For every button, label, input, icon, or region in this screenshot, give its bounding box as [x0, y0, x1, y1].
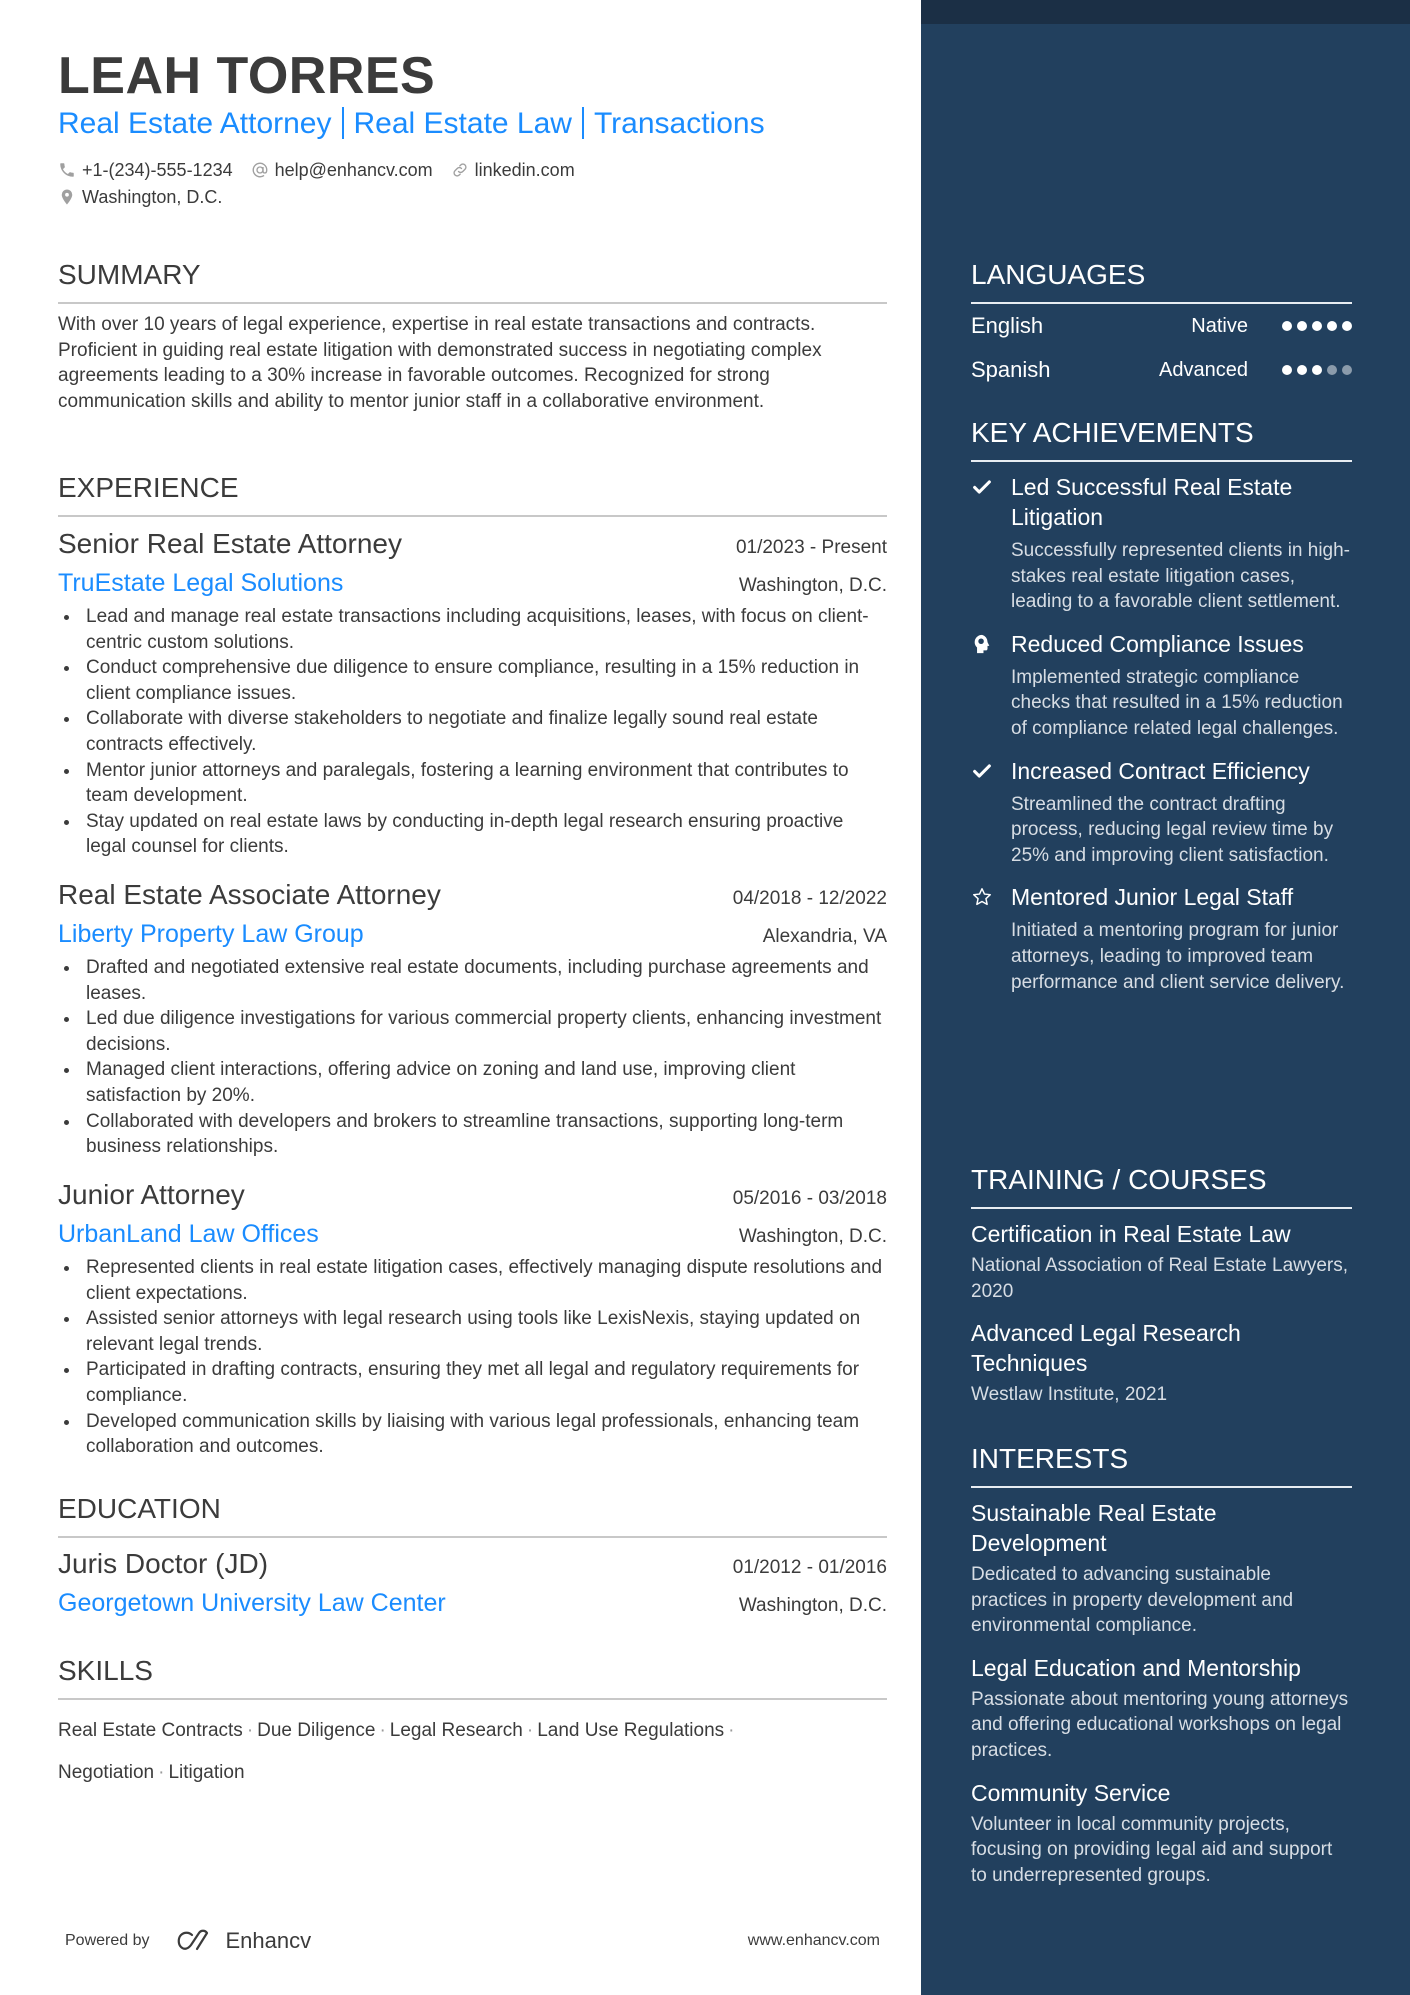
skill-item: Due Diligence — [257, 1720, 376, 1741]
contact-row — [58, 159, 575, 181]
section-divider — [58, 515, 887, 517]
link-icon — [451, 161, 469, 179]
achievement-item — [971, 472, 1352, 615]
phone-text: +1-(234)-555-1234 — [82, 160, 233, 180]
language-level: Native — [1191, 314, 1248, 337]
job-dates: 01/2023 - Present — [735, 537, 887, 558]
sidebar-top-band — [921, 0, 1410, 24]
job-dates: 05/2016 - 03/2018 — [732, 1188, 887, 1209]
section-title: INTERESTS — [971, 1443, 1129, 1474]
education-dates: 01/2012 - 01/2016 — [732, 1557, 887, 1578]
powered-by — [65, 1928, 311, 1954]
skills-section — [58, 1654, 887, 1794]
skill-item: Negotiation — [58, 1762, 155, 1783]
job-entry — [58, 877, 887, 1160]
map-pin-icon — [58, 188, 76, 206]
contact-linkedin[interactable] — [451, 159, 575, 181]
job-entry — [58, 1177, 887, 1460]
skill-item: Land Use Regulations — [537, 1720, 725, 1741]
job-company: Liberty Property Law Group — [58, 920, 364, 948]
language-name: English — [971, 313, 1044, 338]
footer — [65, 1928, 880, 1954]
bullet: Drafted and negotiated extensive real estate documents, including purchase agreements and leases. — [58, 955, 887, 1006]
job-location: Alexandria, VA — [762, 926, 887, 947]
at-icon — [251, 161, 269, 179]
course-item — [971, 1219, 1352, 1304]
course-item — [971, 1318, 1352, 1408]
interest-item — [971, 1498, 1352, 1639]
education-section — [58, 1492, 887, 1620]
bullet: Managed client interactions, offering advice on zoning and land use, improving client satisfaction by 20%. — [58, 1057, 887, 1108]
education-degree: Juris Doctor (JD) — [58, 1548, 269, 1579]
job-bullets — [58, 955, 887, 1160]
interest-desc: Volunteer in local community projects, focusing on providing legal aid and support to underrepresented groups. — [971, 1813, 1333, 1886]
headline-title-1: Real Estate Attorney — [58, 107, 332, 140]
interest-desc: Passionate about mentoring young attorneys and offering educational workshops on legal practices. — [971, 1688, 1349, 1761]
job-location: Washington, D.C. — [738, 575, 887, 596]
website-link[interactable]: www.enhancv.com — [747, 1932, 880, 1949]
achievement-desc: Streamlined the contract drafting process, reducing legal review time by 25% and improving client satisfaction. — [1011, 793, 1334, 866]
job-role: Junior Attorney — [58, 1179, 245, 1210]
course-title: Advanced Legal Research Techniques — [971, 1320, 1241, 1377]
section-divider — [58, 1698, 887, 1700]
contact-email[interactable] — [251, 159, 433, 181]
headline — [58, 106, 765, 142]
achievement-item — [971, 882, 1352, 995]
job-company: UrbanLand Law Offices — [58, 1220, 319, 1248]
bullet: Assisted senior attorneys with legal research using tools like LexisNexis, staying updated on relevant legal trends. — [58, 1306, 887, 1357]
email-text: help@enhancv.com — [274, 160, 433, 180]
language-level: Advanced — [1159, 358, 1248, 381]
course-provider: Westlaw Institute, 2021 — [971, 1384, 1168, 1406]
skill-item: Legal Research — [389, 1720, 523, 1741]
achievements-section — [971, 416, 1352, 995]
interest-title: Sustainable Real Estate Development — [971, 1500, 1217, 1556]
phone-icon — [58, 161, 76, 179]
skills-list: Real Estate Contracts · Due Diligence · Legal Research · Land Use Regulations · Negotiation · Litigation — [58, 1720, 735, 1783]
achievement-desc: Initiated a mentoring program for junior attorneys, leading to improved team performance and client service delivery. — [1011, 920, 1345, 993]
job-bullets — [58, 1255, 887, 1460]
section-divider — [971, 460, 1352, 462]
bullet: Developed communication skills by liaising with various legal professionals, enhancing team collaboration and outcomes. — [58, 1409, 887, 1460]
summary-text: With over 10 years of legal experience, expertise in real estate transactions and contracts. Proficient in guiding real estate litigation with demonstrated success in negotiating complex agreements leading to a 30% increase in favorable outcomes. Recognized for strong communication skills and ability to mentor junior staff in a collaborative environment. — [58, 314, 822, 412]
enhancv-logo-icon — [172, 1929, 218, 1953]
job-dates: 04/2018 - 12/2022 — [732, 888, 887, 909]
bullet: Stay updated on real estate laws by conducting in-depth legal research ensuring proactive legal counsel for clients. — [58, 809, 887, 860]
training-section — [971, 1163, 1352, 1408]
course-title: Certification in Real Estate Law — [971, 1221, 1291, 1247]
section-divider — [971, 1207, 1352, 1209]
brand-name: Enhancv — [225, 1928, 312, 1953]
check-icon — [971, 760, 993, 782]
achievement-desc: Implemented strategic compliance checks that resulted in a 15% reduction of compliance related legal challenges. — [1011, 666, 1343, 739]
linkedin-text: linkedin.com — [474, 160, 575, 180]
language-name: Spanish — [971, 357, 1051, 382]
headline-title-3: Transactions — [593, 107, 765, 140]
star-icon — [971, 886, 993, 908]
contact-location — [58, 186, 222, 208]
section-divider — [58, 1536, 887, 1538]
section-title: EDUCATION — [58, 1493, 221, 1524]
education-location: Washington, D.C. — [738, 1595, 887, 1616]
interest-desc: Dedicated to advancing sustainable practices in property development and environmental compliance. — [971, 1564, 1294, 1637]
powered-by-label: Powered by — [65, 1932, 150, 1949]
location-text: Washington, D.C. — [82, 187, 223, 207]
bullet: Collaborate with diverse stakeholders to negotiate and finalize legally sound real estate contracts effectively. — [58, 706, 887, 757]
section-title: TRAINING / COURSES — [971, 1164, 1267, 1195]
section-title: SUMMARY — [58, 259, 201, 290]
brand-logo[interactable] — [172, 1928, 312, 1954]
section-title: LANGUAGES — [971, 259, 1146, 290]
interest-item — [971, 1778, 1352, 1889]
divider — [342, 107, 344, 139]
job-company: TruEstate Legal Solutions — [58, 569, 344, 597]
education-school: Georgetown University Law Center — [58, 1589, 446, 1617]
interest-title: Legal Education and Mentorship — [971, 1654, 1301, 1681]
summary-section — [58, 258, 887, 414]
location-row — [58, 186, 222, 208]
experience-section — [58, 471, 887, 517]
interest-item — [971, 1653, 1352, 1764]
head-lightbulb-icon — [971, 633, 993, 655]
check-icon — [971, 476, 993, 498]
bullet: Represented clients in real estate litigation cases, effectively managing dispute resolutions and client expectations. — [58, 1255, 887, 1306]
section-title: KEY ACHIEVEMENTS — [971, 417, 1254, 448]
job-role: Senior Real Estate Attorney — [58, 528, 402, 559]
language-item — [971, 348, 1352, 392]
course-provider: National Association of Real Estate Lawyers, 2020 — [971, 1255, 1349, 1302]
proficiency-dots — [1282, 365, 1352, 375]
interests-section — [971, 1442, 1352, 1888]
achievement-title: Increased Contract Efficiency — [1011, 757, 1310, 784]
section-divider — [971, 1486, 1352, 1488]
job-entry — [58, 526, 887, 860]
interest-title: Community Service — [971, 1779, 1171, 1806]
job-role: Real Estate Associate Attorney — [58, 879, 441, 910]
achievement-desc: Successfully represented clients in high-stakes real estate litigation cases, leading to a favorable client settlement. — [1011, 540, 1351, 613]
language-item — [971, 304, 1352, 348]
achievement-title: Led Successful Real Estate Litigation — [1011, 474, 1293, 530]
section-title: SKILLS — [58, 1655, 153, 1686]
bullet: Participated in drafting contracts, ensuring they met all legal and regulatory requirements for compliance. — [58, 1357, 887, 1408]
skill-item: Litigation — [168, 1762, 245, 1783]
skill-item: Real Estate Contracts — [58, 1720, 243, 1741]
section-divider — [58, 302, 887, 304]
bullet: Conduct comprehensive due diligence to ensure compliance, resulting in a 15% reduction in client compliance issues. — [58, 655, 887, 706]
divider — [582, 107, 584, 139]
bullet: Led due diligence investigations for various commercial property clients, enhancing investment decisions. — [58, 1006, 887, 1057]
proficiency-dots — [1282, 321, 1352, 331]
achievement-item — [971, 629, 1352, 742]
achievement-title: Reduced Compliance Issues — [1011, 630, 1304, 657]
sidebar — [921, 0, 1410, 1995]
bullet: Mentor junior attorneys and paralegals, fostering a learning environment that contributes to team development. — [58, 758, 887, 809]
headline-title-2: Real Estate Law — [353, 107, 572, 140]
section-title: EXPERIENCE — [58, 472, 239, 503]
contact-phone[interactable] — [58, 159, 233, 181]
achievement-title: Mentored Junior Legal Staff — [1011, 884, 1294, 911]
achievement-item — [971, 756, 1352, 869]
languages-section — [971, 258, 1352, 392]
bullet: Collaborated with developers and brokers to streamline transactions, supporting long-term business relationships. — [58, 1109, 887, 1160]
candidate-name: LEAH TORRES — [58, 47, 436, 105]
job-location: Washington, D.C. — [738, 1226, 887, 1247]
job-bullets — [58, 604, 887, 860]
bullet: Lead and manage real estate transactions including acquisitions, leases, with focus on client-centric custom solutions. — [58, 604, 887, 655]
